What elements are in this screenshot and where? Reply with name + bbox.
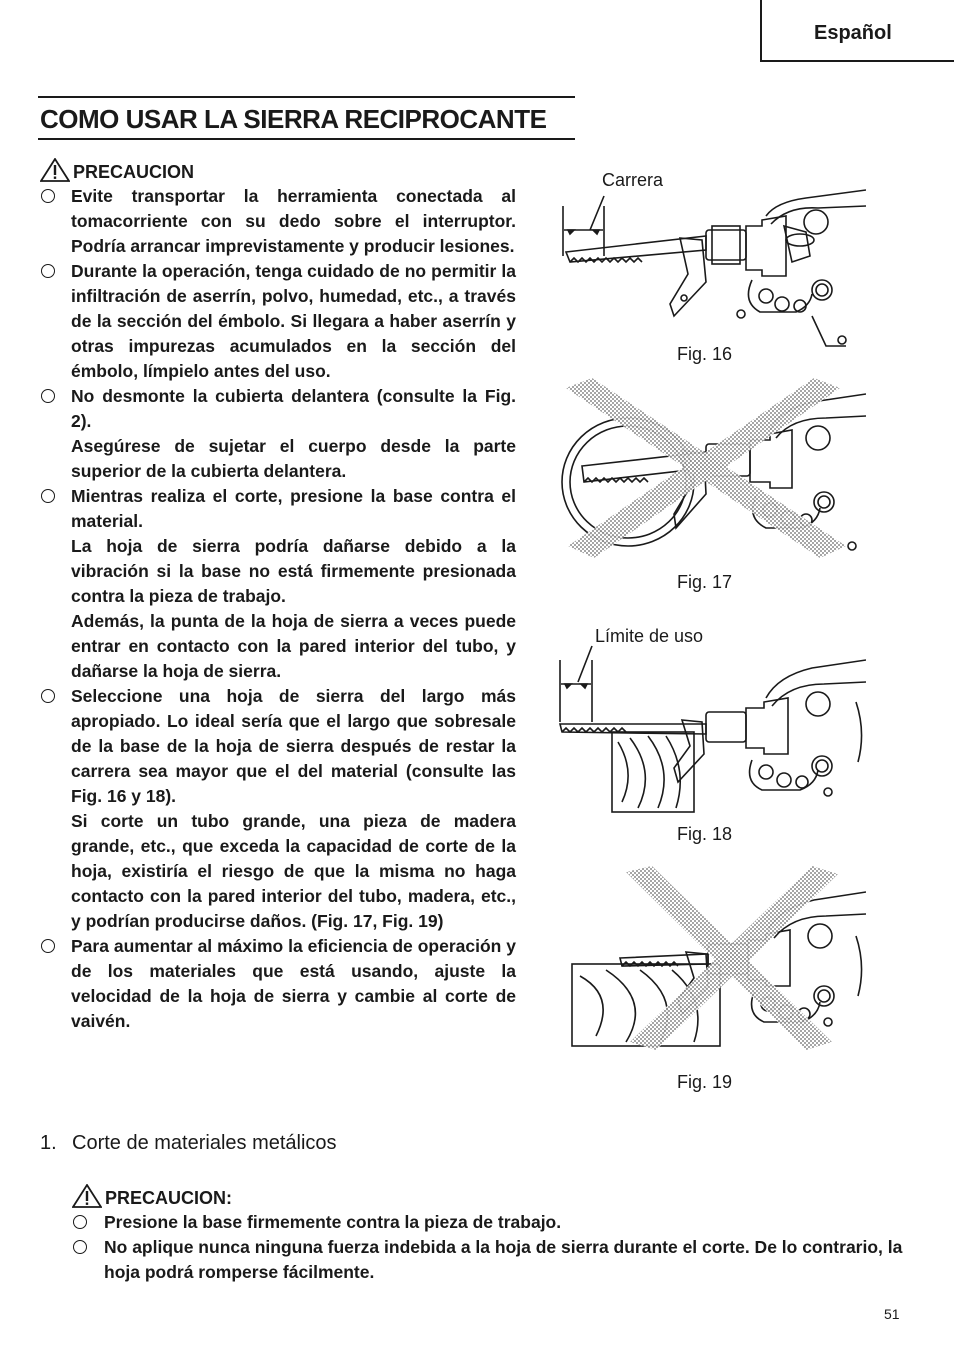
caution-item-text: Asegúrese de sujetar el cuerpo desde la parte superior de la cubierta delantera. xyxy=(71,436,516,481)
fig19-saw-illustration xyxy=(556,866,866,1054)
fig16-saw-illustration xyxy=(556,186,866,356)
caution-heading-text: PRECAUCION xyxy=(73,162,195,182)
fig19-caption: Fig. 19 xyxy=(677,1072,733,1092)
page-number: 51 xyxy=(884,1306,900,1322)
step-number: 1. xyxy=(40,1132,57,1154)
section-title xyxy=(38,96,575,140)
caution-heading xyxy=(40,158,194,183)
caution-heading-text: PRECAUCION: xyxy=(105,1188,233,1208)
caution-item-text: Seleccione una hoja de sierra del largo más apropiado. Lo ideal sería que el largo que sobresale de la base de la hoja de sierra después de restar la carrera sea mayor que el del material (consulte las Fig. 16 y 18). xyxy=(71,686,516,806)
caution-item xyxy=(38,259,516,384)
circle-bullet-icon xyxy=(41,189,55,203)
fig17-saw-illustration xyxy=(556,378,866,558)
caution-item-text: Además, la punta de la hoja de sierra a veces puede entrar en contacto con la pared interior del tubo, y dañarse la hoja de sierra. xyxy=(71,611,516,681)
prohibited-x-icon xyxy=(566,378,846,558)
caution-item-text: No desmonte la cubierta delantera (consulte la Fig. 2). xyxy=(71,386,516,431)
step-heading xyxy=(40,1132,337,1155)
caution-item xyxy=(70,1235,910,1285)
fig16-stroke-label: Carrera xyxy=(602,170,664,190)
step-title: Corte de materiales metálicos xyxy=(72,1132,337,1154)
warning-triangle-icon xyxy=(40,158,70,182)
fig18-limit-label: Límite de uso xyxy=(595,626,704,646)
caution-item xyxy=(38,484,516,684)
caution-item-text: Mientras realiza el corte, presione la base contra el material. xyxy=(71,486,516,531)
circle-bullet-icon xyxy=(41,939,55,953)
caution-item-text: Evite transportar la herramienta conectada al tomacorriente con su dedo sobre el interruptor. Podría arrancar imprevistamente y producir lesiones. xyxy=(71,186,516,256)
caution-item xyxy=(70,1210,910,1235)
caution-list xyxy=(38,184,516,1034)
language-tab xyxy=(760,0,954,62)
caution-heading-2 xyxy=(72,1184,232,1209)
caution-item-text: Presione la base firmemente contra la pieza de trabajo. xyxy=(104,1212,562,1232)
caution-item xyxy=(38,934,516,1034)
caution-item-text: Durante la operación, tenga cuidado de no permitir la infiltración de aserrín, polvo, humedad, etc., a través de la sección del émbolo. Si llegara a haber aserrín y otras impurezas acumulados en la sección del émbolo, límpielo antes del uso. xyxy=(71,261,516,381)
circle-bullet-icon xyxy=(41,264,55,278)
caution-item-text: No aplique nunca ninguna fuerza indebida a la hoja de sierra durante el corte. De lo contrario, la hoja podrá romperse fácilmente. xyxy=(104,1237,903,1282)
fig17-caption: Fig. 17 xyxy=(677,572,733,592)
prohibited-x-icon xyxy=(626,866,838,1050)
caution-item xyxy=(38,684,516,934)
circle-bullet-icon xyxy=(41,389,55,403)
caution-item xyxy=(38,184,516,259)
section-title-text: COMO USAR LA SIERRA RECIPROCANTE xyxy=(40,104,547,134)
circle-bullet-icon xyxy=(73,1215,87,1229)
caution-item-text: Si corte un tubo grande, una pieza de madera grande, etc., que exceda la capacidad de corte de la hoja, existiría el riesgo de que la misma no haga contacto con la pared interior del tubo, madera, etc., y podrían producirse daños. (Fig. 17, Fig. 19) xyxy=(71,811,516,931)
circle-bullet-icon xyxy=(41,489,55,503)
circle-bullet-icon xyxy=(73,1240,87,1254)
fig18-saw-illustration xyxy=(556,642,866,814)
caution-item-text: La hoja de sierra podría dañarse debido a la vibración si la base no está firmemente presionada contra la pieza de trabajo. xyxy=(71,536,516,606)
fig18-caption: Fig. 18 xyxy=(677,824,733,844)
caution-list-2 xyxy=(70,1210,910,1285)
caution-item xyxy=(38,384,516,484)
language-label: Español xyxy=(814,22,892,44)
caution-item-text: Para aumentar al máximo la eficiencia de operación y de los materiales que está usando, ajuste la velocidad de la hoja de sierra y cambie al corte de vaivén. xyxy=(71,936,516,1031)
circle-bullet-icon xyxy=(41,689,55,703)
fig16-caption: Fig. 16 xyxy=(677,344,733,364)
warning-triangle-icon xyxy=(72,1184,102,1208)
